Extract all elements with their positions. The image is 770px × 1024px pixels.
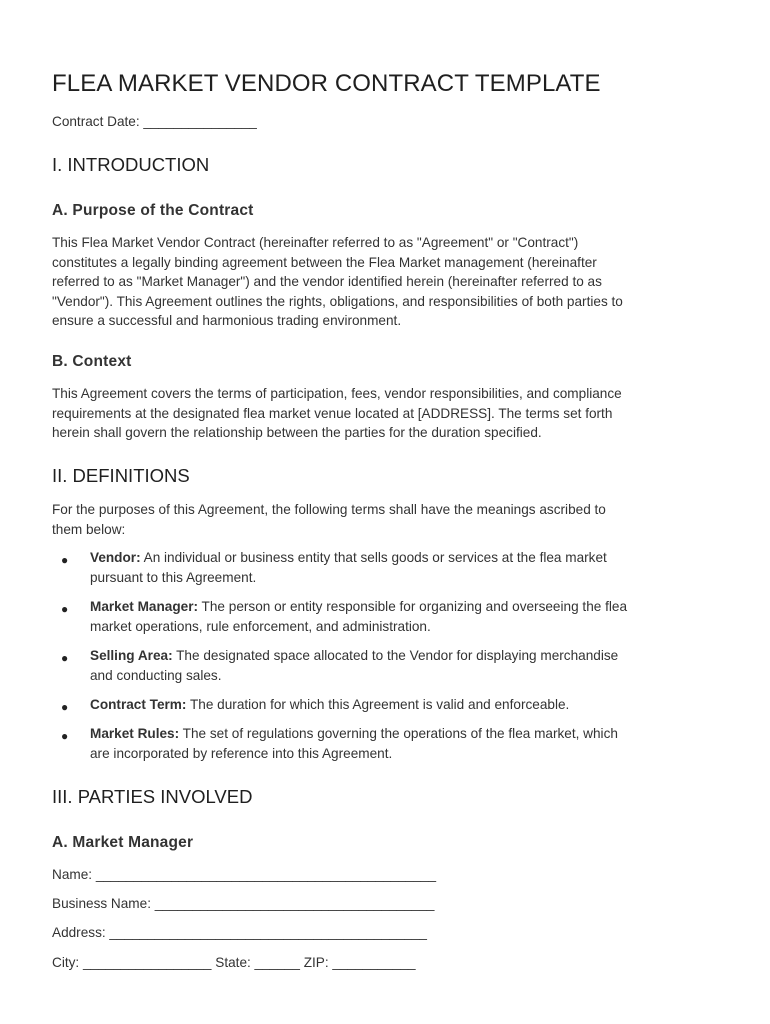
definition-term: Selling Area:	[90, 648, 173, 663]
definitions-intro-line: them below:	[52, 521, 126, 537]
document-title: FLEA MARKET VENDOR CONTRACT TEMPLATE	[52, 70, 601, 97]
context-line: herein shall govern the relationship between the parties for the duration specified.	[52, 425, 542, 441]
context-line: This Agreement covers the terms of participation, fees, vendor responsibilities, and compliance	[52, 386, 622, 401]
context-paragraph	[52, 384, 712, 443]
section-heading-introduction: I. INTRODUCTION	[52, 154, 210, 175]
purpose-line: "Vendor"). This Agreement outlines the rights, obligations, and responsibilities of both parties to	[52, 293, 623, 309]
section-heading-parties: III. PARTIES INVOLVED	[52, 786, 253, 807]
subsection-heading-purpose: A. Purpose of the Contract	[52, 202, 254, 219]
purpose-line: This Flea Market Vendor Contract (hereinafter referred to as "Agreement" or "Contract")	[52, 235, 579, 250]
definition-text: The set of regulations governing the operations of the flea market, which	[179, 726, 618, 741]
business-name-field-line: Business Name: _____________________________________	[52, 896, 435, 911]
section-heading-definitions: II. DEFINITIONS	[52, 465, 190, 486]
context-line: requirements at the designated flea market venue located at [ADDRESS]. The terms set forth	[52, 405, 613, 421]
definition-text: The duration for which this Agreement is valid and enforceable.	[186, 697, 570, 712]
purpose-paragraph	[52, 233, 712, 331]
bullet-icon: ●	[61, 651, 69, 665]
definition-term: Contract Term:	[90, 697, 187, 712]
definition-text: and conducting sales.	[90, 667, 222, 683]
bullet-icon: ●	[61, 700, 69, 714]
definition-term: Market Manager:	[90, 599, 199, 614]
contract-date-line: Contract Date: _______________	[52, 114, 257, 129]
definition-text: are incorporated by reference into this Agreement.	[90, 745, 393, 761]
definition-text: The designated space allocated to the Vendor for displaying merchandise	[172, 648, 619, 663]
bullet-icon: ●	[61, 602, 69, 616]
bullet-icon: ●	[61, 553, 69, 567]
name-field-line: Name: _____________________________________________	[52, 867, 437, 882]
city-state-zip-field-line: City: _________________ State: ______ ZIP: ___________	[52, 955, 416, 970]
subsection-heading-market-manager: A. Market Manager	[52, 834, 194, 851]
definition-text: The person or entity responsible for organizing and overseeing the flea	[198, 599, 628, 614]
definition-text: market operations, rule enforcement, and administration.	[90, 618, 431, 634]
definition-term: Vendor:	[90, 550, 141, 565]
definition-text: An individual or business entity that sells goods or services at the flea market	[140, 550, 607, 565]
purpose-line: referred to as "Market Manager") and the vendor identified herein (hereinafter referred to as	[52, 274, 602, 290]
definitions-intro-paragraph	[52, 500, 712, 539]
bullet-icon: ●	[61, 729, 69, 743]
subsection-heading-context: B. Context	[52, 353, 132, 370]
purpose-line: constitutes a legally binding agreement between the Flea Market management (hereinafter	[52, 254, 597, 270]
definitions-intro-line: For the purposes of this Agreement, the following terms shall have the meanings ascribed to	[52, 502, 606, 517]
definition-term: Market Rules:	[90, 726, 180, 741]
definition-text: pursuant to this Agreement.	[90, 569, 257, 585]
purpose-line: ensure a successful and harmonious trading environment.	[52, 313, 402, 329]
address-field-line: Address: __________________________________________	[52, 925, 427, 940]
